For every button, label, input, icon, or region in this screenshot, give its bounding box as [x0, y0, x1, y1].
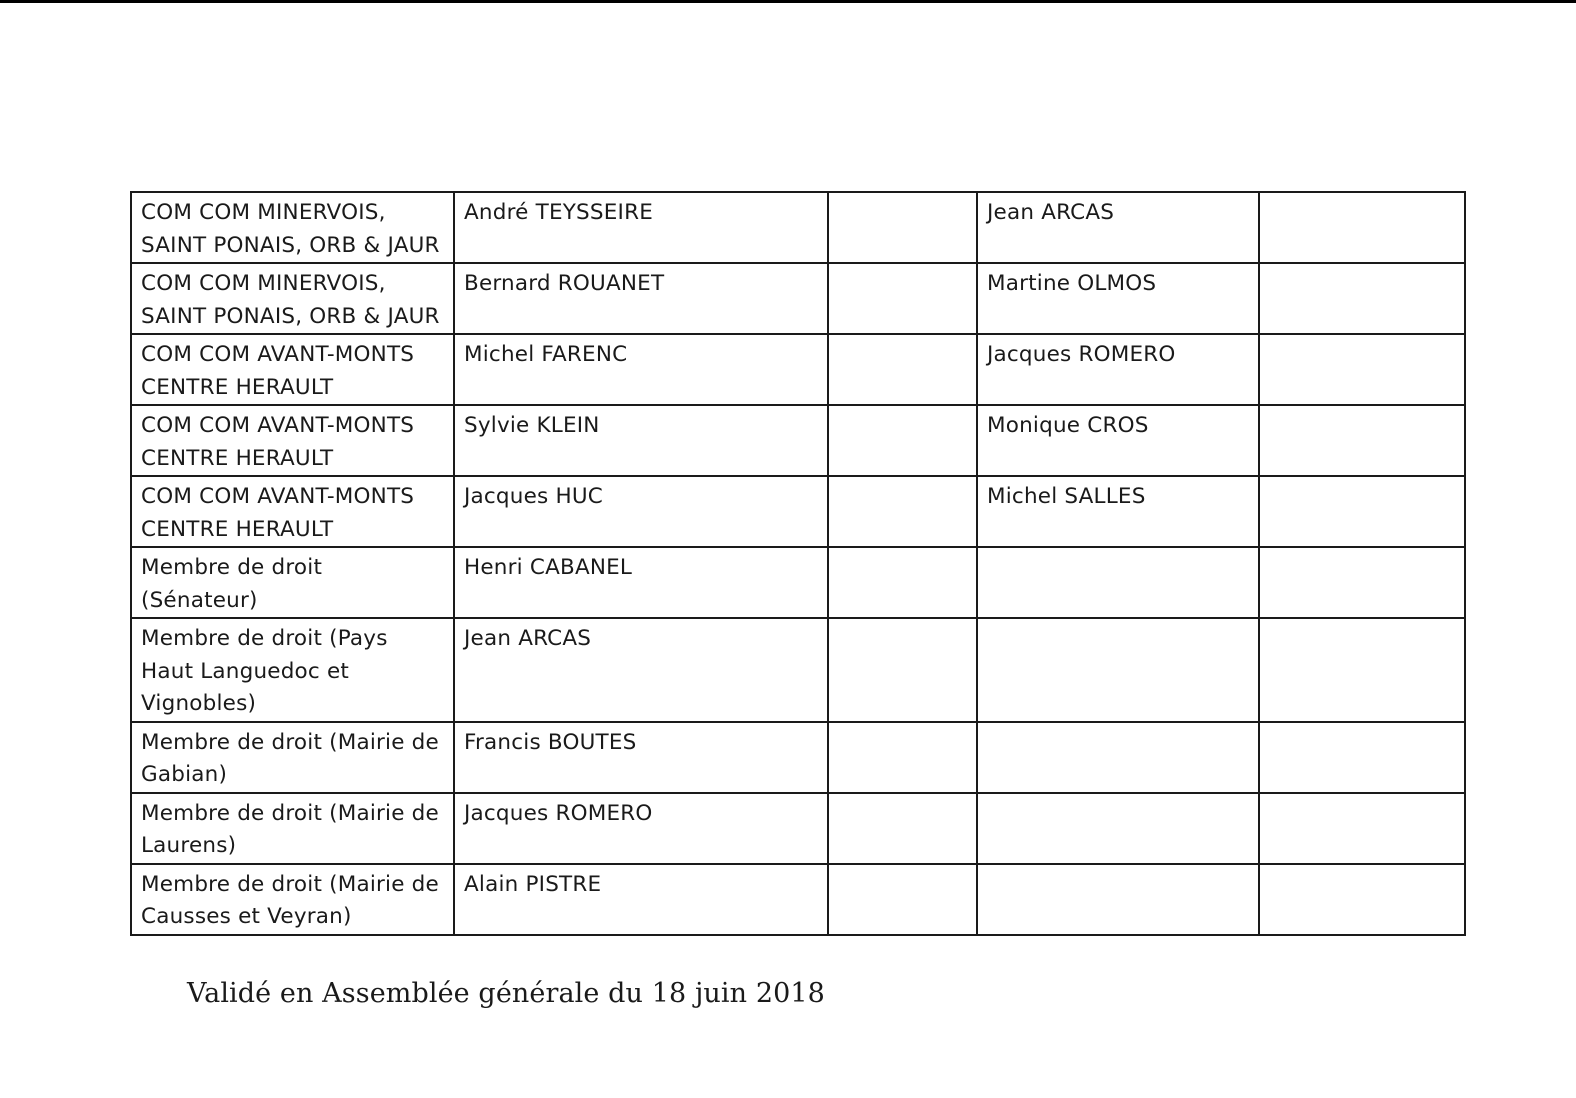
- organisation-cell: COM COM AVANT-MONTS CENTRE HERAULT: [131, 334, 454, 405]
- empty-cell: [1259, 864, 1465, 935]
- suppleant-cell: [977, 618, 1259, 722]
- empty-cell: [1259, 547, 1465, 618]
- titulaire-cell: Francis BOUTES: [454, 722, 828, 793]
- empty-cell: [1259, 793, 1465, 864]
- table-row: [131, 334, 1465, 405]
- table-row: [131, 793, 1465, 864]
- table-row: [131, 192, 1465, 263]
- organisation-cell: COM COM MINERVOIS, SAINT PONAIS, ORB & JAUR: [131, 263, 454, 334]
- empty-cell: [1259, 263, 1465, 334]
- organisation-cell: COM COM MINERVOIS, SAINT PONAIS, ORB & JAUR: [131, 192, 454, 263]
- suppleant-cell: Jacques ROMERO: [977, 334, 1259, 405]
- organisation-cell: COM COM AVANT-MONTS CENTRE HERAULT: [131, 405, 454, 476]
- table-row: [131, 864, 1465, 935]
- titulaire-cell: Sylvie KLEIN: [454, 405, 828, 476]
- organisation-cell: Membre de droit (Mairie de Laurens): [131, 793, 454, 864]
- table-row: [131, 547, 1465, 618]
- empty-cell: [1259, 618, 1465, 722]
- empty-cell: [828, 793, 977, 864]
- titulaire-cell: Bernard ROUANET: [454, 263, 828, 334]
- empty-cell: [828, 722, 977, 793]
- suppleant-cell: [977, 547, 1259, 618]
- organisation-cell: Membre de droit (Pays Haut Languedoc et Vignobles): [131, 618, 454, 722]
- empty-cell: [1259, 334, 1465, 405]
- suppleant-cell: Monique CROS: [977, 405, 1259, 476]
- empty-cell: [1259, 722, 1465, 793]
- titulaire-cell: Jacques ROMERO: [454, 793, 828, 864]
- titulaire-cell: André TEYSSEIRE: [454, 192, 828, 263]
- table-row: [131, 618, 1465, 722]
- empty-cell: [828, 405, 977, 476]
- empty-cell: [828, 547, 977, 618]
- empty-cell: [828, 263, 977, 334]
- titulaire-cell: Henri CABANEL: [454, 547, 828, 618]
- organisation-cell: Membre de droit (Mairie de Causses et Veyran): [131, 864, 454, 935]
- empty-cell: [828, 864, 977, 935]
- titulaire-cell: Michel FARENC: [454, 334, 828, 405]
- empty-cell: [828, 334, 977, 405]
- empty-cell: [1259, 476, 1465, 547]
- table-row: [131, 405, 1465, 476]
- empty-cell: [828, 192, 977, 263]
- suppleant-cell: [977, 864, 1259, 935]
- suppleant-cell: Michel SALLES: [977, 476, 1259, 547]
- organisation-cell: Membre de droit (Sénateur): [131, 547, 454, 618]
- organisation-cell: Membre de droit (Mairie de Gabian): [131, 722, 454, 793]
- organisation-cell: COM COM AVANT-MONTS CENTRE HERAULT: [131, 476, 454, 547]
- members-table: [130, 191, 1466, 936]
- titulaire-cell: Jacques HUC: [454, 476, 828, 547]
- table-row: [131, 476, 1465, 547]
- suppleant-cell: Jean ARCAS: [977, 192, 1259, 263]
- titulaire-cell: Jean ARCAS: [454, 618, 828, 722]
- table-row: [131, 722, 1465, 793]
- empty-cell: [1259, 192, 1465, 263]
- titulaire-cell: Alain PISTRE: [454, 864, 828, 935]
- empty-cell: [828, 618, 977, 722]
- empty-cell: [828, 476, 977, 547]
- suppleant-cell: [977, 793, 1259, 864]
- suppleant-cell: Martine OLMOS: [977, 263, 1259, 334]
- table-row: [131, 263, 1465, 334]
- top-border-line: [0, 0, 1576, 3]
- validation-note: Validé en Assemblée générale du 18 juin 2018: [187, 978, 825, 1009]
- empty-cell: [1259, 405, 1465, 476]
- suppleant-cell: [977, 722, 1259, 793]
